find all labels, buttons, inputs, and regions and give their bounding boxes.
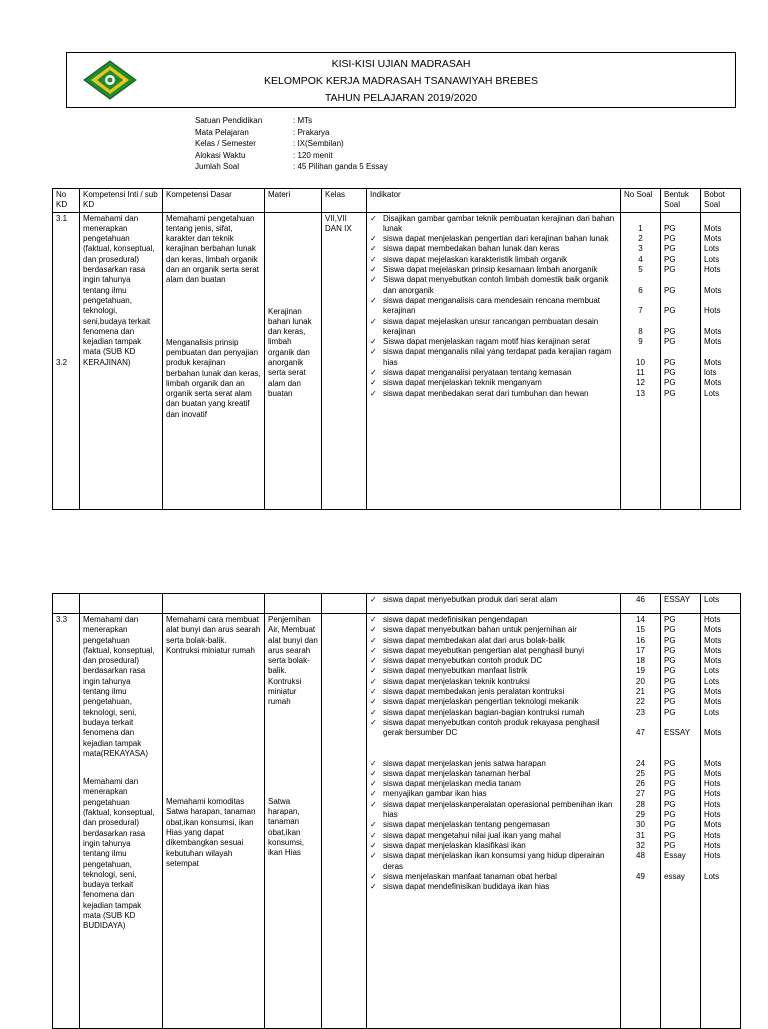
soal-number: 19	[636, 666, 645, 676]
list-item: ✓ siswa dapat meyebutkan pengertian alat penghasil bunyi	[370, 646, 617, 656]
soal-type: PG	[664, 357, 676, 367]
soal-weight: Hots	[704, 840, 721, 850]
col-header-no-soal: No Soal	[621, 189, 661, 213]
soal-weight: Lots	[704, 254, 720, 264]
soal-number: 48	[636, 851, 645, 861]
soal-type: PG	[664, 223, 676, 233]
list-item: ✓ siswa dapat menjelaskan pengertian dari kerajinan bahan lunak	[370, 234, 617, 244]
col-header-kelas: Kelas	[322, 189, 367, 213]
soal-weight: Mots	[704, 625, 722, 635]
soal-type: PG	[664, 810, 676, 820]
soal-number: 28	[636, 799, 645, 809]
soal-number: 25	[636, 768, 645, 778]
soal-weight: lots	[704, 368, 717, 378]
soal-type: PG	[664, 388, 676, 398]
soal-number: 14	[636, 615, 645, 624]
soal-weight: Hots	[704, 810, 721, 820]
list-item: ✓ siswa dapat menjelaskan pengertian teknologi mekanik	[370, 697, 617, 707]
soal-number: 30	[636, 820, 645, 830]
soal-weight: Mots	[704, 635, 722, 645]
header-subtitle: KELOMPOK KERJA MADRASAH TSANAWIYAH BREBES	[263, 75, 539, 87]
soal-type: ESSAY	[664, 728, 691, 738]
soal-type: PG	[664, 676, 676, 686]
soal-number: 29	[636, 810, 645, 820]
soal-type: PG	[664, 707, 676, 717]
list-item: ✓ Siswa dapat menjelaskan ragam motif hias kerajinan serat	[370, 337, 617, 347]
soal-type: PG	[664, 830, 676, 840]
soal-type: PG	[664, 758, 676, 768]
bobot-cell	[701, 212, 741, 509]
bobot-cell: Lots	[701, 594, 741, 614]
list-item: ✓ siswa dapat menjelaskanperalatan operasional pembenihan ikan hias	[370, 800, 617, 821]
soal-type: PG	[664, 615, 676, 624]
list-item: ✓ siswa dapat menyebutkan produk dari serat alam	[370, 595, 617, 605]
soal-weight: Mots	[704, 645, 722, 655]
soal-number: 3	[638, 244, 643, 254]
list-item: ✓ siswa dapat menbedakan serat dari tumbuhan dan hewan	[370, 389, 617, 399]
materi-cell: Penjernihan Air, Membuat alat bunyi dan arus searah serta bolak-balik. Kontruksi miniatur rumah Satwa harapan, tanaman obat,ikan konsumsi, ikan Hias	[265, 614, 322, 1029]
soal-weight: Mots	[704, 758, 722, 768]
soal-weight: Mots	[704, 656, 722, 666]
col-header-kd: Kompetensi Dasar	[163, 189, 265, 213]
list-item: ✓ siswa dapat mendefinisikan budidaya ikan hias	[370, 882, 617, 892]
soal-type: PG	[664, 306, 676, 316]
no-kd-cell: 3.1 3.2	[53, 212, 80, 509]
soal-number: 9	[638, 337, 643, 347]
soal-number: 12	[636, 378, 645, 388]
list-item: ✓ siswa dapat menyebutkan contoh produk DC	[370, 656, 617, 666]
list-item: ✓ siswa dapat menjelaskan jenis satwa harapan	[370, 759, 617, 769]
soal-number: 1	[638, 223, 643, 233]
list-item: ✓ siswa dapat menyebutkan contoh produk rekayasa penghasil gerak bersumber DC	[370, 718, 617, 739]
soal-weight: Mots	[704, 820, 722, 830]
soal-number: 15	[636, 625, 645, 635]
table-row	[53, 614, 741, 1029]
soal-weight: Lots	[704, 244, 720, 254]
soal-type: PG	[664, 625, 676, 635]
soal-weight: Mots	[704, 687, 722, 697]
soal-type: essay	[664, 871, 685, 881]
soal-type: PG	[664, 378, 676, 388]
soal-type: PG	[664, 820, 676, 830]
kelas-cell: VII,VII DAN IX	[322, 212, 367, 509]
no-soal-cell: 46	[621, 594, 661, 614]
soal-number: 4	[638, 254, 643, 264]
soal-number: 16	[636, 635, 645, 645]
kd-cell: Memahami cara membuat alat bunyi dan arus searah serta bolak-balik. Kontruksi miniatur rumah Memahami komoditas Satwa harapan, tanaman obat,ikan konsumsi, ikan Hias yang dapat dikembangkan sesuai kebutuhan wilayah setempat	[163, 614, 265, 1029]
soal-type: PG	[664, 635, 676, 645]
soal-weight: Lots	[704, 707, 720, 717]
list-item: ✓ siswa dapat menjelaskan ikan konsumsi yang hidup diperairan deras	[370, 851, 617, 872]
bentuk-cell: ESSAY	[661, 594, 701, 614]
soal-type: PG	[664, 326, 676, 336]
soal-weight: Hots	[704, 789, 721, 799]
indikator-cell	[367, 594, 621, 614]
list-item: ✓ siswa dapat menganalisis cara mendesain rencana membuat kerajinan	[370, 296, 617, 317]
soal-number: 18	[636, 656, 645, 666]
soal-number: 22	[636, 697, 645, 707]
list-item: ✓ siswa dapat menganalisi peryataan tentang kemasan	[370, 368, 617, 378]
soal-type: PG	[664, 656, 676, 666]
soal-weight: Hots	[704, 615, 721, 624]
list-item: ✓ menyajikan gambar ikan hias	[370, 789, 617, 799]
list-item: ✓ siswa dapat membedakan bahan lunak dan keras	[370, 244, 617, 254]
col-header-indikator: Indikator	[367, 189, 621, 213]
soal-type: Essay	[664, 851, 686, 861]
col-header-no-kd: No KD	[53, 189, 80, 213]
header-year: TAHUN PELAJARAN 2019/2020	[324, 92, 478, 104]
col-header-bobot: Bobot Soal	[701, 189, 741, 213]
list-item: ✓ siswa dapat membedakan alat dari arus bolak-balik	[370, 636, 617, 646]
table-header-row	[53, 189, 741, 213]
soal-weight: Hots	[704, 779, 721, 789]
table-row	[53, 594, 741, 614]
list-item: ✓ Siswa dapat mejelaskan prinsip kesamaan limbah anorganik	[370, 265, 617, 275]
indikator-cell	[367, 212, 621, 509]
soal-type: PG	[664, 840, 676, 850]
soal-type: PG	[664, 244, 676, 254]
list-item: ✓ siswa dapat membedakan jenis peralatan kontruksi	[370, 687, 617, 697]
soal-weight: Lots	[704, 676, 720, 686]
exam-meta	[195, 115, 388, 173]
col-header-ki: Kompetensi Inti / sub KD	[80, 189, 163, 213]
meta-row: Alokasi Waktu : 120 menit	[195, 150, 333, 160]
soal-weight: Hots	[704, 851, 721, 861]
soal-number: 13	[636, 388, 645, 398]
soal-number: 6	[638, 285, 643, 295]
soal-weight: Lots	[704, 871, 720, 881]
soal-number: 21	[636, 687, 645, 697]
bentuk-cell	[661, 212, 701, 509]
kd-cell: Memahami pengetahuan tentang jenis, sifat, karakter dan teknik kerajinan berbahan lunak dan keras, limbah organik dan an organik serta serat alam dan buatan Menganalisis prinsip pembuatan dan penyajian produk kerajinan berbahan lunak dan keras, limbah organik dan an organik serta serat alam dan buatan yang kreatif dan inovatif	[163, 212, 265, 509]
soal-weight: Mots	[704, 768, 722, 778]
soal-weight: Mots	[704, 234, 722, 244]
soal-type: PG	[664, 687, 676, 697]
list-item: ✓ siswa dapat mengetahui nilai jual ikan yang mahal	[370, 831, 617, 841]
soal-weight: Hots	[704, 830, 721, 840]
soal-weight: Hots	[704, 799, 721, 809]
meta-row: Mata Pelajaran : Prakarya	[195, 127, 330, 137]
list-item: ✓ siswa dapat medefinisikan pengendapan	[370, 615, 617, 625]
no-kd-cell: 3.3	[53, 614, 80, 1029]
soal-number: 7	[638, 306, 643, 316]
bentuk-cell	[661, 614, 701, 1029]
soal-type: PG	[664, 337, 676, 347]
meta-row: Kelas / Semester : IX(Sembilan)	[195, 139, 344, 148]
kelas-cell	[322, 614, 367, 1029]
materi-cell: Kerajinan bahan lunak dan keras, limbah organik dan anorganik serta serat alam dan buatan	[265, 212, 322, 509]
soal-weight: Lots	[704, 388, 720, 398]
list-item: ✓ siswa dapat menjelaskan teknik kontruksi	[370, 677, 617, 687]
list-item: ✓ siswa dapat mejelaskan unsur rancangan pembuatan desain kerajinan	[370, 317, 617, 338]
soal-weight: Hots	[704, 306, 721, 316]
list-item: ✓ siswa dapat menjelaskan media tanam	[370, 779, 617, 789]
list-item: ✓ siswa dapat menjelaskan bagian-bagian kontruksi rumah	[370, 708, 617, 718]
ki-cell: Memahami dan menerapkan pengetahuan (faktual, konseptual, dan prosedural) berdasarkan rasa ingin tahunya tentang ilmu pengetahuan, teknologi, seni, budaya terkait fenomena dan kejadian tampak mata(REKAYASA) Memahami dan menerapkan pengetahuan (faktual, konseptual, dan prosedural) berdasarkan rasa ingin tahunya tentang ilmu pengetahuan, teknologi, seni, budaya terkait fenomena dan kejadian tampak mata (SUB KD BUDIDAYA)	[80, 614, 163, 1029]
soal-type: PG	[664, 768, 676, 778]
list-item: ✓ siswa dapat menjelaskan tanaman herbal	[370, 769, 617, 779]
list-item: ✓ siswa dapat mejelaskan karakteristik limbah organik	[370, 255, 617, 265]
soal-type: PG	[664, 368, 676, 378]
header-title: KISI-KISI UJIAN MADRASAH	[331, 58, 471, 70]
list-item: ✓ siswa dapat menganalis nilai yang terdapat pada kerajian ragam hias	[370, 347, 617, 368]
kisi-table-2	[52, 593, 741, 1029]
soal-number: 20	[636, 676, 645, 686]
list-item: ✓ siswa dapat menyebutkan manfaat listrik	[370, 666, 617, 676]
soal-type: PG	[664, 789, 676, 799]
soal-number: 47	[636, 728, 645, 738]
no-soal-cell	[621, 614, 661, 1029]
soal-weight: Mots	[704, 285, 722, 295]
soal-weight: Mots	[704, 326, 722, 336]
soal-number: 11	[636, 368, 645, 378]
list-item: ✓ Siswa dapat menyebutkan contoh limbah domestik baik organik dan anorganik	[370, 275, 617, 296]
col-header-materi: Materi	[265, 189, 322, 213]
meta-row: Satuan Pendidikan : MTs	[195, 116, 313, 125]
soal-number: 10	[636, 357, 645, 367]
soal-type: PG	[664, 799, 676, 809]
list-item: ✓ siswa menjelaskan manfaat tanaman obat herbal	[370, 872, 617, 882]
indikator-cell	[367, 614, 621, 1029]
col-header-bentuk: Bentuk Soal	[661, 189, 701, 213]
soal-type: PG	[664, 254, 676, 264]
soal-number: 17	[636, 645, 645, 655]
list-item: ✓ Disajikan gambar gambar teknik pembuatan kerajinan dari bahan lunak	[370, 214, 617, 235]
soal-weight: Mots	[704, 378, 722, 388]
soal-type: PG	[664, 645, 676, 655]
soal-type: PG	[664, 234, 676, 244]
soal-number: 5	[638, 265, 643, 275]
kisi-table-1	[52, 188, 741, 510]
soal-number: 23	[636, 707, 645, 717]
soal-number: 31	[636, 830, 645, 840]
soal-type: PG	[664, 265, 676, 275]
soal-weight: Mots	[704, 337, 722, 347]
list-item: ✓ siswa dapat menjelaskan teknik menganyam	[370, 378, 617, 388]
soal-number: 2	[638, 234, 643, 244]
document-header	[66, 52, 736, 108]
bobot-cell	[701, 614, 741, 1029]
soal-type: PG	[664, 697, 676, 707]
soal-number: 24	[636, 758, 645, 768]
list-item: ✓ siswa dapat menjelaskan tentang pengemasan	[370, 820, 617, 830]
table-row	[53, 212, 741, 509]
soal-number: 27	[636, 789, 645, 799]
soal-number: 26	[636, 779, 645, 789]
soal-weight: Mots	[704, 357, 722, 367]
soal-number: 8	[638, 326, 643, 336]
soal-type: PG	[664, 285, 676, 295]
no-soal-cell	[621, 212, 661, 509]
soal-number: 32	[636, 840, 645, 850]
soal-weight: Lots	[704, 666, 720, 676]
soal-weight: Mots	[704, 728, 722, 738]
soal-weight: Mots	[704, 697, 722, 707]
list-item: ✓ siswa dapat menyebutkan bahan untuk penjernihan air	[370, 625, 617, 635]
soal-number: 49	[636, 871, 645, 881]
soal-type: PG	[664, 666, 676, 676]
list-item: ✓ siswa dapat menjelaskan klasifikasi ikan	[370, 841, 617, 851]
soal-weight: Hots	[704, 265, 721, 275]
soal-type: PG	[664, 779, 676, 789]
soal-weight: Mots	[704, 223, 722, 233]
ki-cell: Memahami dan menerapkan pengetahuan (faktual, konseptual, dan prosedural) berdasarkan rasa ingin tahunya tentang ilmu pengetahuan, teknologi, seni,budaya terkait fenomena dan kejadian tampak mata (SUB KD KERAJINAN)	[80, 212, 163, 509]
meta-row: Jumlah Soal : 45 Pilihan ganda 5 Essay	[195, 162, 388, 171]
